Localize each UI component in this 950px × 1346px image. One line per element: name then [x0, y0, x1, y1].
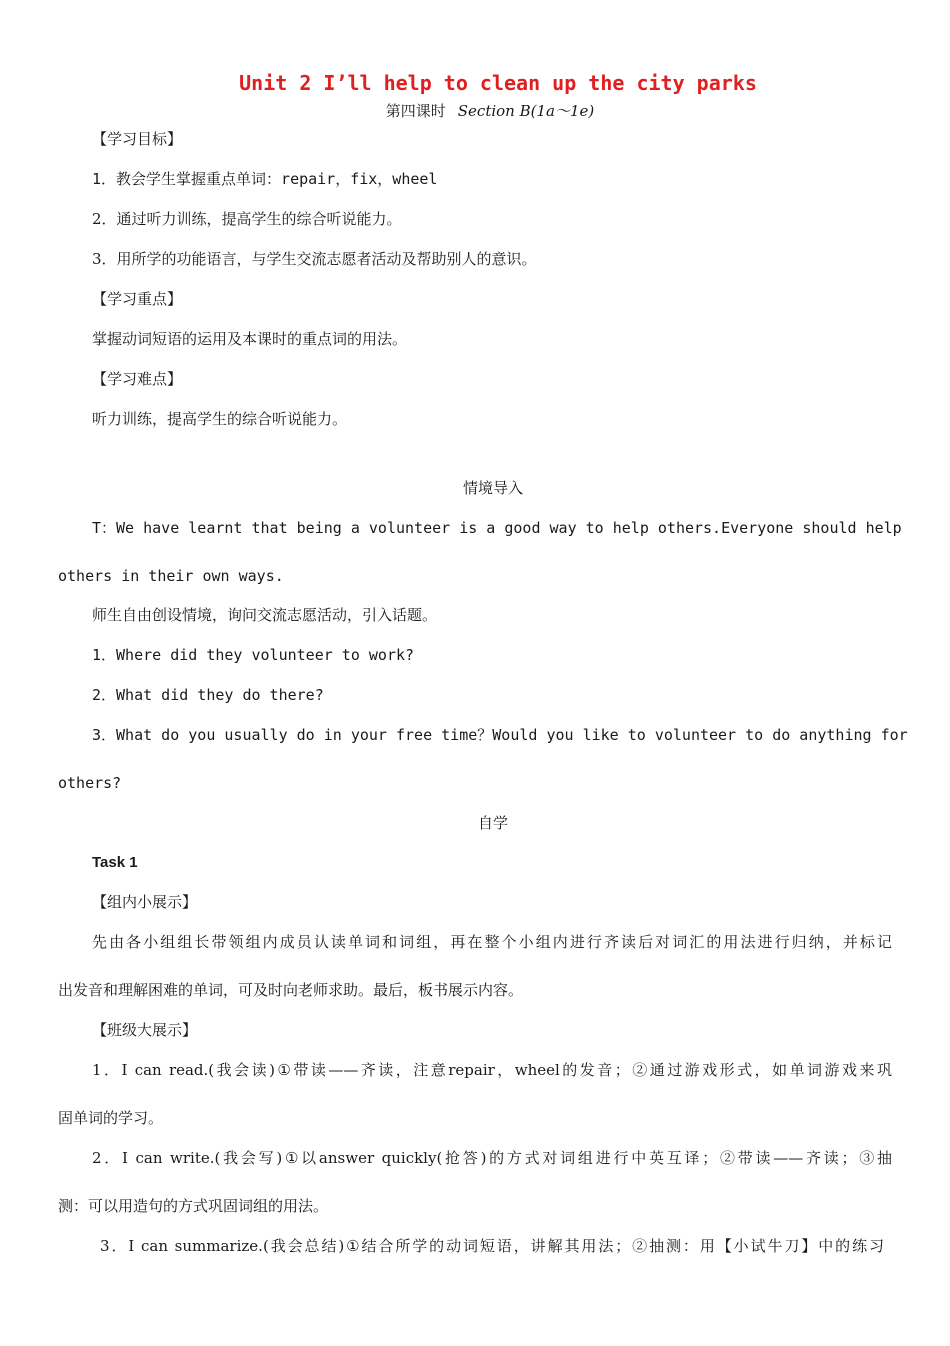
self-study-heading: 自学: [477, 814, 508, 832]
question-3-line-2: others?: [58, 774, 122, 792]
objective-item-2: 2．通过听力训练，提高学生的综合听说能力。: [92, 210, 402, 228]
teacher-line-1: T：We have learnt that being a volunteer is a good way to help others.Everyone should help: [92, 519, 902, 537]
difficulties-heading: 【学习难点】: [92, 370, 183, 388]
lesson-number: 第四课时: [385, 102, 446, 120]
question-1: 1．Where did they volunteer to work?: [92, 646, 415, 664]
difficulties-text: 听力训练，提高学生的综合听说能力。: [92, 410, 348, 428]
class-item-3-line-1: 3．I can summarize.(我会总结)①结合所学的动词短语，讲解其用法；②抽测：用【小试牛刀】中的练习: [100, 1237, 884, 1255]
class-item-1-line-2: 固单词的学习。: [58, 1109, 164, 1127]
class-display-heading: 【班级大展示】: [92, 1021, 198, 1039]
question-2: 2．What did they do there?: [92, 686, 324, 704]
question-3-line-1: 3．What do you usually do in your free time？Would you like to volunteer to do anything for: [92, 726, 908, 744]
objective-item-3: 3．用所学的功能语言，与学生交流志愿者活动及帮助别人的意识。: [92, 250, 537, 268]
group-display-heading: 【组内小展示】: [92, 893, 198, 911]
class-item-1-line-1: 1．I can read.(我会读)①带读——齐读，注意repair，wheel的发音；②通过游戏形式，如单词游戏来巩: [92, 1061, 892, 1079]
group-display-line-2: 出发音和理解困难的单词，可及时向老师求助。最后，板书展示内容。: [58, 981, 524, 999]
key-points-heading: 【学习重点】: [92, 290, 183, 308]
group-display-line-1: 先由各小组组长带领组内成员认读单词和词组，再在整个小组内进行齐读后对词汇的用法进行归纳，并标记: [92, 933, 892, 951]
intro-heading: 情境导入: [462, 479, 523, 497]
objective-item-1: 1．教会学生掌握重点单词：repair，fix，wheel: [92, 170, 438, 188]
class-item-2-line-1: 2．I can write.(我会写)①以answer quickly(抢答)的方式对词组进行中英互译；②带读——齐读；③抽: [92, 1149, 892, 1167]
teacher-line-2: others in their own ways.: [58, 567, 284, 585]
class-item-2-line-2: 测：可以用造句的方式巩固词组的用法。: [58, 1197, 329, 1215]
lesson-subtitle: [0, 100, 950, 122]
page-title: Unit 2 I’ll help to clean up the city parks: [239, 71, 757, 95]
key-points-text: 掌握动词短语的运用及本课时的重点词的用法。: [92, 330, 408, 348]
section-label: Section B(1a～1e): [457, 102, 595, 120]
objectives-heading: 【学习目标】: [92, 130, 183, 148]
intro-note: 师生自由创设情境，询问交流志愿活动，引入话题。: [92, 606, 438, 624]
task-label: Task 1: [92, 854, 138, 871]
